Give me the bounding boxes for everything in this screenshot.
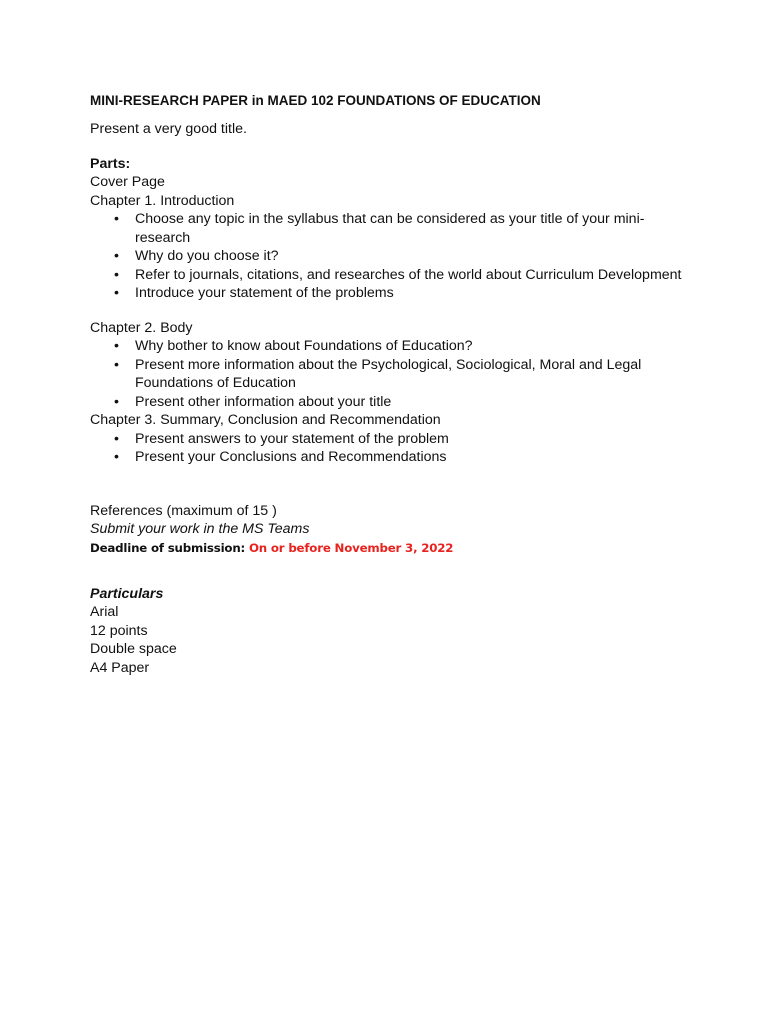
document-title: MINI-RESEARCH PAPER in MAED 102 FOUNDATIONS OF EDUCATION <box>90 93 541 108</box>
particulars-item-paper: A4 Paper <box>90 659 150 676</box>
bullet-icon: • <box>114 430 119 447</box>
list-item-text: Why bother to know about Foundations of Education? <box>135 338 473 354</box>
deadline-value: On or before November 3, 2022 <box>248 540 454 555</box>
deadline-label: Deadline of submission: <box>90 540 249 555</box>
deadline-line <box>90 539 690 557</box>
references-note: References (maximum of 15 ) <box>90 502 277 519</box>
cover-page-item: Cover Page <box>90 174 165 190</box>
list-item-text: Present answers to your statement of the problem <box>135 430 449 447</box>
chapter3-heading: Chapter 3. Summary, Conclusion and Recommendation <box>90 412 441 428</box>
document-page <box>90 92 690 677</box>
bullet-icon: • <box>114 266 119 283</box>
particulars-item-size: 12 points <box>90 622 148 639</box>
bullet-icon: • <box>114 393 119 410</box>
bullet-icon: • <box>114 449 119 465</box>
list-item-text: Present other information about your title <box>135 393 392 410</box>
list-item-text: Refer to journals, citations, and researches of the world about Curriculum Development <box>135 266 682 283</box>
chapter1-bullet-list <box>90 210 690 303</box>
list-item <box>90 448 690 467</box>
chapter2-bullet-list <box>90 337 690 411</box>
particulars-item-font: Arial <box>90 604 119 620</box>
particulars-heading: Particulars <box>90 585 164 602</box>
list-item <box>90 210 690 247</box>
list-item <box>90 337 690 356</box>
list-item <box>90 356 690 393</box>
bullet-icon: • <box>114 338 119 354</box>
bullet-icon: • <box>114 248 119 264</box>
list-item-text: Introduce your statement of the problems <box>135 285 394 301</box>
intro-text: Present a very good title. <box>90 121 247 137</box>
list-item <box>90 266 690 285</box>
chapter1-heading: Chapter 1. Introduction <box>90 192 235 209</box>
bullet-icon: • <box>114 285 119 301</box>
list-item <box>90 284 690 303</box>
list-item <box>90 247 690 266</box>
list-item-text: Present your Conclusions and Recommendations <box>135 449 447 465</box>
list-item-text: Why do you choose it? <box>135 248 279 264</box>
bullet-icon: • <box>114 356 119 373</box>
list-item-text: Choose any topic in the syllabus that can be considered as your title of your mini-research <box>135 211 645 246</box>
parts-heading: Parts: <box>90 155 131 172</box>
list-item <box>90 430 690 449</box>
chapter3-bullet-list <box>90 430 690 467</box>
particulars-item-spacing: Double space <box>90 641 177 657</box>
list-item <box>90 393 690 412</box>
list-item-text: Present more information about the Psychological, Sociological, Moral and Legal Foundations of Education <box>135 356 642 391</box>
submit-note: Submit your work in the MS Teams <box>90 521 310 537</box>
bullet-icon: • <box>114 211 119 227</box>
chapter2-heading: Chapter 2. Body <box>90 319 193 336</box>
